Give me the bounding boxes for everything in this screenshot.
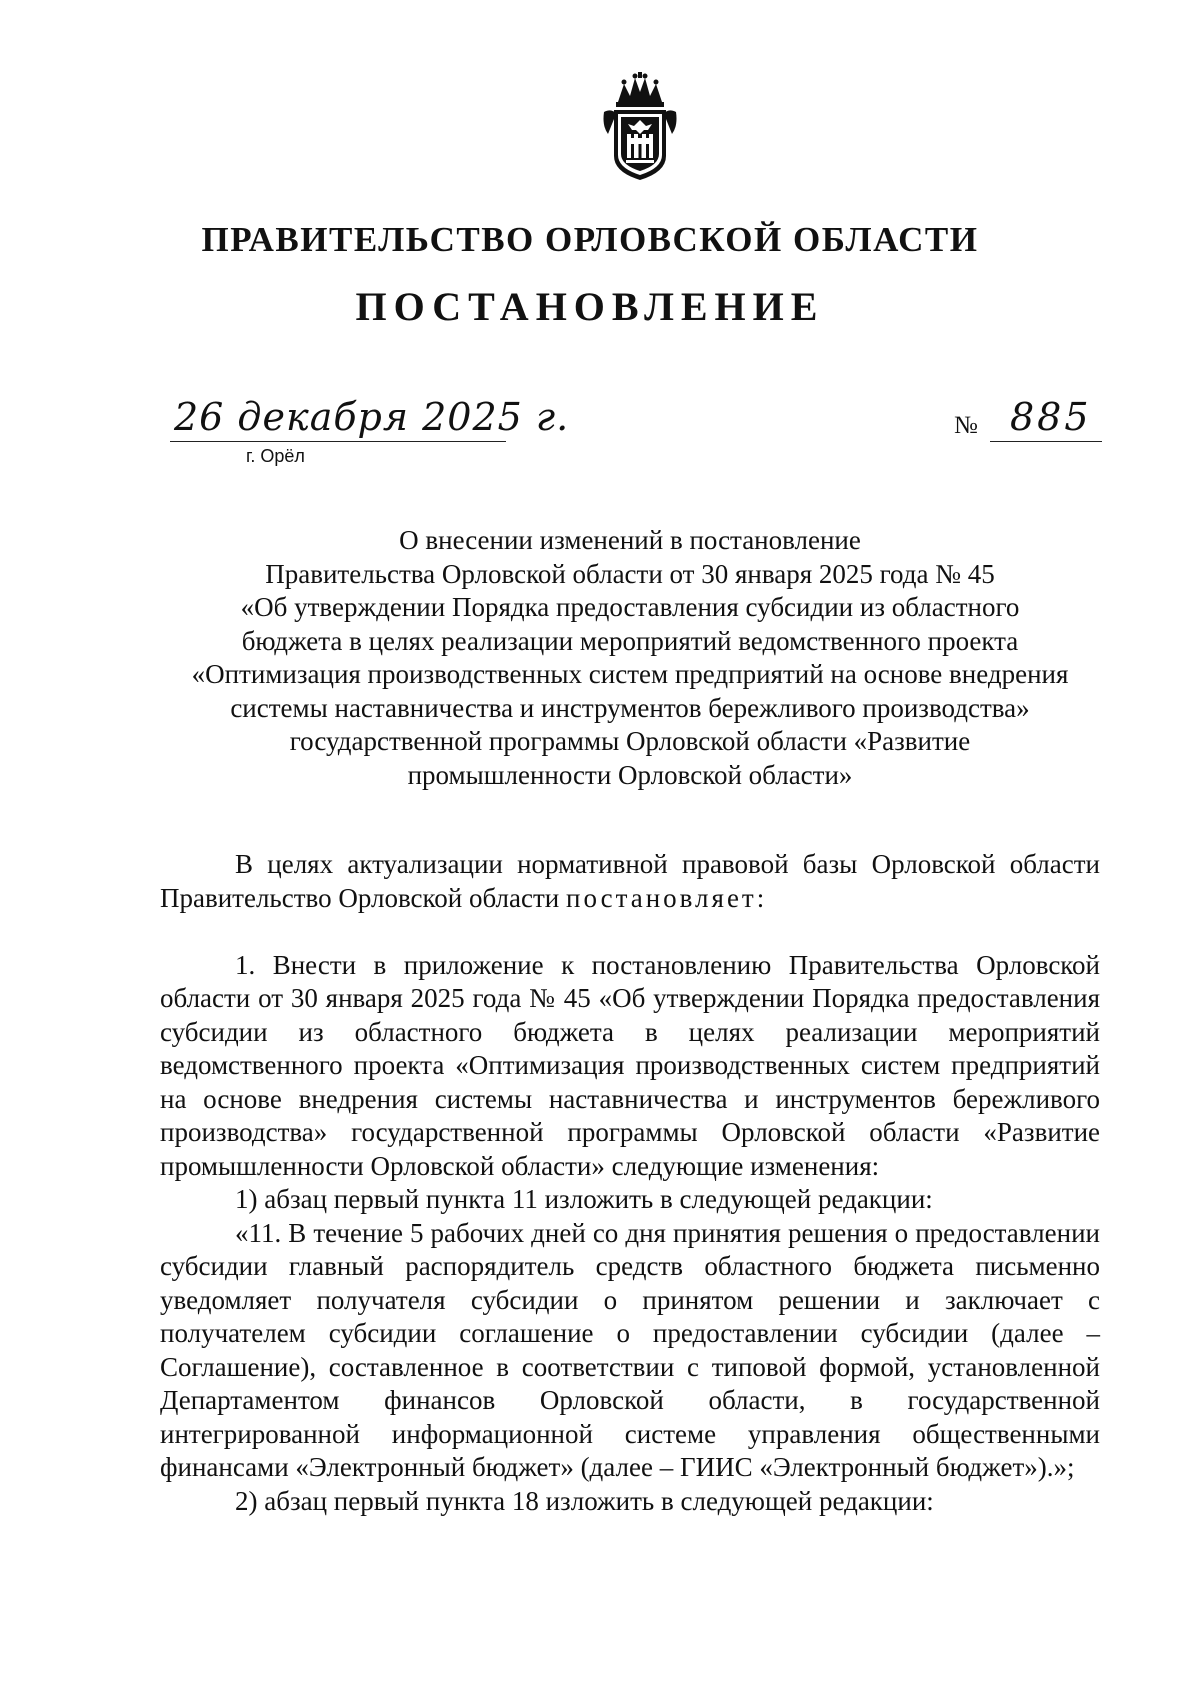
document-subject (160, 524, 1100, 792)
subclause-2-paragraph: 2) абзац первый пункта 18 изложить в следующей редакции: (235, 1485, 934, 1516)
handwritten-number: 885 (1010, 395, 1092, 439)
number-label: № (954, 412, 978, 439)
handwritten-date: 26 декабря 2025 г. (174, 395, 570, 439)
document-body (160, 848, 1100, 1518)
subject-line: «Об утверждении Порядка предоставления субсидии из областного (240, 592, 1020, 622)
quoted-clause-11-paragraph: «11. В течение 5 рабочих дней со дня принятия решения о предоставлении субсидии главный распорядитель средств областного бюджета письменно уведомляет получателя субсидии о принятом решении и заключает с получателем субсидии соглашение о предоставлении субсидии (далее – Соглашение), составленное в соответствии с типовой формой, установленной Департаментом финансов Орловской области, в государственной интегрированной информационной системе управления общественными финансами «Электронный бюджет» (далее – ГИИС «Электронный бюджет»).»; (160, 1217, 1100, 1482)
subject-line: системы наставничества и инструментов бережливого производства» (230, 692, 1030, 723)
document-type: ПОСТАНОВЛЕНИЕ (355, 284, 825, 329)
preamble-text: В целях актуализации нормативной правовой базы Орловской области Правительство Орловской области (160, 849, 1100, 913)
subclause-1-paragraph: 1) абзац первый пункта 11 изложить в следующей редакции: (235, 1184, 933, 1214)
subject-line: «Оптимизация производственных систем предприятий на основе внедрения (191, 659, 1069, 689)
date-underline (170, 441, 506, 442)
subject-line: О внесении изменений в постановление (399, 525, 861, 555)
subject-line: бюджета в целях реализации мероприятий ведомственного проекта (241, 625, 1019, 656)
preamble-paragraph (160, 848, 1100, 915)
clause-1-paragraph: 1. Внести в приложение к постановлению Правительства Орловской области от 30 января 2025 года № 45 «Об утверждении Порядка предоставления субсидии из областного бюджета в целях реализации мероприятий ведомственного проекта «Оптимизация производственных систем предприятий на основе внедрения системы наставничества и инструментов бережливого производства» государственной программы Орловской области «Развитие промышленности Орловской области» следующие изменения: (160, 949, 1100, 1181)
subject-line: государственной программы Орловской области «Развитие (289, 726, 971, 756)
subject-line: промышленности Орловской области» (407, 759, 853, 790)
subject-line: Правительства Орловской области от 30 января 2025 года № 45 (265, 558, 995, 589)
coat-of-arms-icon (598, 72, 682, 182)
decree-word: постановляет: (566, 882, 768, 913)
government-title: ПРАВИТЕЛЬСТВО ОРЛОВСКОЙ ОБЛАСТИ (201, 220, 979, 259)
city-label: г. Орёл (246, 446, 305, 466)
number-underline (990, 441, 1102, 442)
